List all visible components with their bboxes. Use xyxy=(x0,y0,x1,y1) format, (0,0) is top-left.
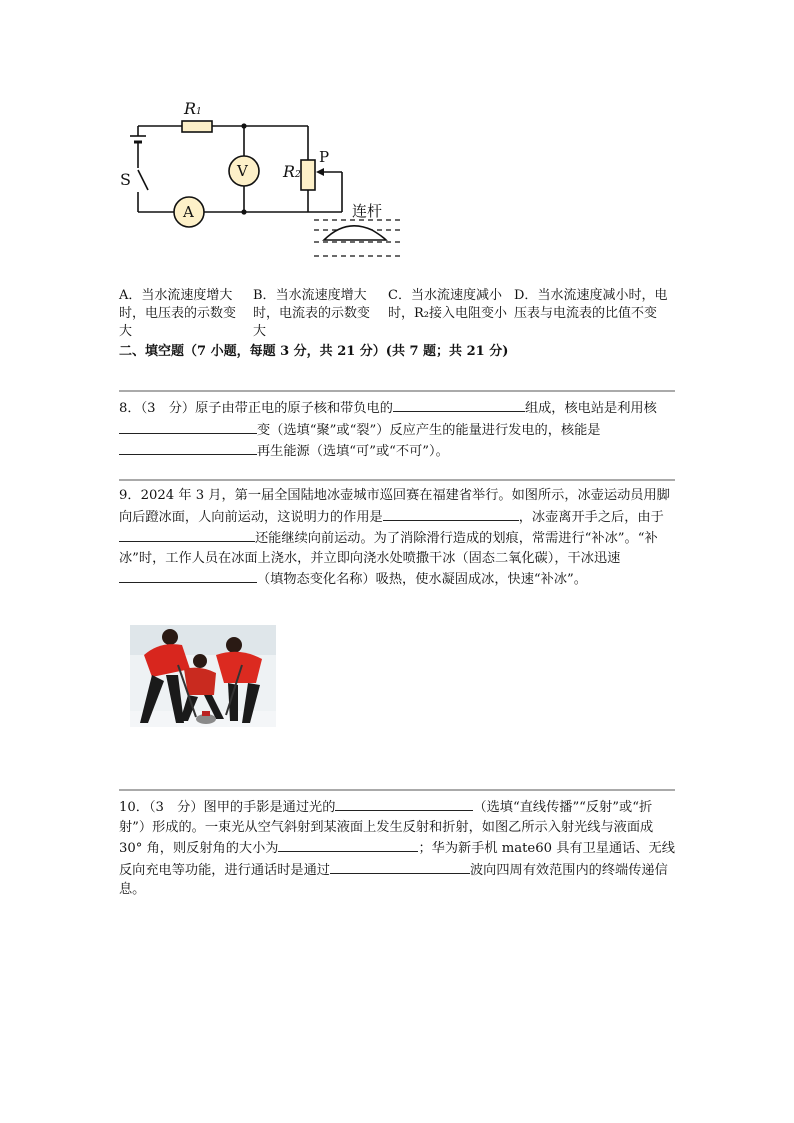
circuit-diagram xyxy=(110,90,400,270)
option-c[interactable]: C．当水流速度减小时，R₂接入电阻变小 xyxy=(388,288,507,321)
ammeter-label: A xyxy=(183,203,194,221)
question-9: 9．2024 年 3 月，第一届全国陆地冰壶城市巡回赛在福建省举行。如图所示，冰壶运动员用脚向后蹬冰面，人向前运动，这说明力的作用是 ，冰壶离开手之后，由于还能继续向前运动。为了消除滑行造成的划痕，常需进行“补冰”。“补冰”时，工作人员在冰面上浇水，并立即向浇水处喷撒干冰（固态二氧化碳），干冰迅速（填物态变化名称）吸热，使水凝固成冰，快速“补冰”。 xyxy=(119,488,670,588)
answer-blank[interactable] xyxy=(393,397,525,412)
curling-photo xyxy=(130,625,276,727)
divider xyxy=(119,390,675,392)
question-8: 8．（3 分）原子由带正电的原子核和带负电的 组成，核电站是利用核变（选填“聚”或“裂”）反应产生的能量进行发电的，核能是再生能源（选填“可”或“不可”）。 xyxy=(119,397,675,462)
answer-blank[interactable] xyxy=(119,527,255,542)
answer-blank[interactable] xyxy=(119,440,257,455)
answer-blank[interactable] xyxy=(119,568,257,583)
divider xyxy=(119,479,675,481)
divider xyxy=(119,789,675,791)
switch-label: S xyxy=(120,170,131,189)
question-10: 10．（3 分）图甲的手影是通过光的 （选填“直线传播”“反射”或“折射”）形成的。一束光从空气斜射到某液面上发生反射和折射，如图乙所示入射光线与液面成 30° 角，则反射角的大小为 ；华为新手机 mate60 具有卫星通话、无线反向充电等功能，进行通话时是通过 波向四周有效范围内的终端传递信息。 xyxy=(119,796,675,900)
answer-blank[interactable] xyxy=(119,419,257,434)
option-a[interactable]: A．当水流速度增大时，电压表的示数变大 xyxy=(119,288,237,339)
option-d[interactable]: D．当水流速度减小时，电压表与电流表的比值不变 xyxy=(514,288,668,321)
answer-blank[interactable] xyxy=(330,859,470,874)
section-title: 二、填空题（7 小题，每题 3 分，共 21 分）(共 7 题；共 21 分) xyxy=(119,344,509,359)
answer-blank[interactable] xyxy=(383,506,519,521)
answer-blank[interactable] xyxy=(335,796,473,811)
voltmeter-label: V xyxy=(237,162,248,180)
rod-label: 连杆 xyxy=(352,202,383,220)
option-b[interactable]: B．当水流速度增大时，电流表的示数变大 xyxy=(253,288,371,339)
slider-label: P xyxy=(319,148,330,166)
r1-label: R1 xyxy=(184,99,202,118)
answer-blank[interactable] xyxy=(278,837,418,852)
r2-label: R2 xyxy=(283,162,301,181)
